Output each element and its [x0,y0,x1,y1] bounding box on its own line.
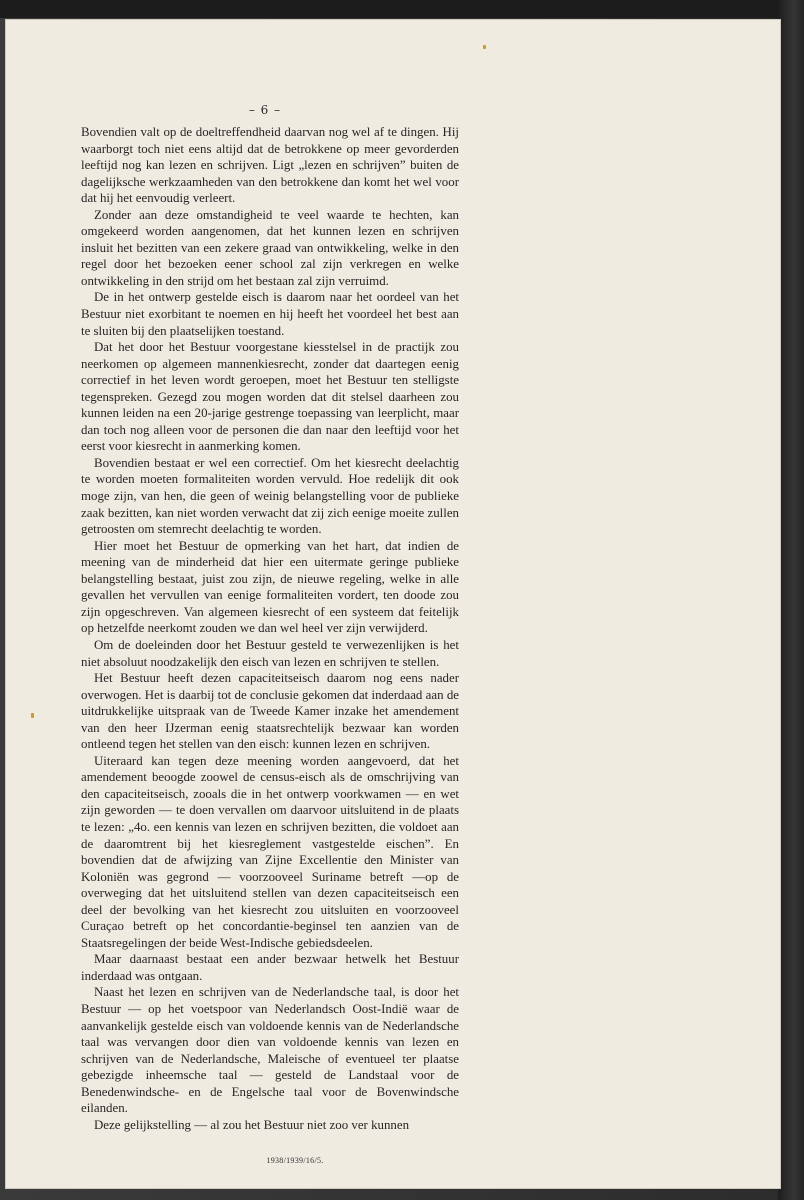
paragraph: De in het ontwerp gestelde eisch is daarom naar het oordeel van het Bestuur niet exorbitant te noemen en hij heeft het voordeel het best aan te sluiten bij den plaatselijken toestand. [81,290,459,338]
paragraph: Bovendien bestaat er wel een correctief. Om het kiesrecht deelachtig te worden moeten formaliteiten worden vervuld. Hoe redelijk dit ook moge zijn, van hen, die geen of weinig belangstelling voor de publieke zaak bezitten, kan niet worden verwacht dat zij zich eenige moeite zullen getroosten om stemrecht deelachtig te worden. [81,455,459,537]
scan-top-edge [0,0,804,18]
paper-speck [31,713,34,718]
page-number: – 6 – [248,103,282,117]
paragraph: Uiteraard kan tegen deze meening worden aangevoerd, dat het amendement beoogde zoowel de census-eisch als de omschrijving van den capaciteitseisch, zooals die in het ontwerp voorkwamen — en wet zijn geworden — te doen vervallen om daarvoor uitsluitend in de plaats te lezen: „4o. een kennis van lezen en schrijven bezitten, die voldoet aan de daaromtrent bij het kiesreglement vastgestelde eischen”. En bovendien dat de afwijzing van Zijne Excellentie den Minister van Koloniën was gegrond — voorzooveel Suriname betreft —op de overweging dat het uitsluitend stellen van dezen capaciteitseisch een deel der bevolking van het kiesrecht zou uitsluiten en voorzooveel Curaçao betreft op het concordantie-beginsel ten aanzien van de Staatsregelingen der beide West-Indische gebiedsdeelen. [81,753,459,950]
scan-right-edge [778,0,804,1200]
print-code: 1938/1939/16/5. [266,1156,324,1165]
paragraph: Dat het door het Bestuur voorgestane kiesstelsel in de practijk zou neerkomen op algemeen mannenkiesrecht, zonder dat daartegen eenig correctief in het leven wordt geroepen, moet het Bestuur ten stelligste tegenspreken. Gezegd zou mogen worden dat dit stelsel daarheen zou kunnen leiden na een 20-jarige gestrenge toepassing van leerplicht, maar dan toch nog alleen voor de personen die dan naar den leeftijd voor het eerst voor kiesrecht in aanmerking komen. [81,340,459,454]
paragraph: Hier moet het Bestuur de opmerking van het hart, dat indien de meening van de minderheid dat hier een uitermate geringe publieke belangstelling bestaat, juist zou zijn, de nieuwe regeling, welke in alle gevallen het vervullen van eenige formaliteiten vordert, ten doode zou zijn opgeschreven. Van algemeen kiesrecht of een systeem dat feitelijk op hetzelfde neerkomt zouden we dan wel heel ver zijn verwijderd. [81,538,459,636]
body-text [81,124,459,1133]
document-page [5,19,781,1189]
paragraph: Naast het lezen en schrijven van de Nederlandsche taal, is door het Bestuur — op het voetspoor van Nederlandsch Oost-Indië waar de aanvankelijk gestelde eisch van voldoende kennis van de Nederlandsche taal was vervangen door dien van voldoende kennis van lezen en schrijven van de Nederlandsche, Maleische of eventueel ter plaatse gebezigde inheemsche taal — gesteld de Landstaal voor de Benedenwindsche- en de Engelsche taal voor de Bovenwindsche eilanden. [81,985,459,1116]
paper-speck [483,45,486,49]
paragraph: Maar daarnaast bestaat een ander bezwaar hetwelk het Bestuur inderdaad was ontgaan. [81,952,459,983]
paragraph: Het Bestuur heeft dezen capaciteitseisch daarom nog eens nader overwogen. Het is daarbij tot de conclusie gekomen dat inderdaad aan de uitdrukkelijke uitspraak van de Tweede Kamer inzake het amendement van den heer IJzerman eenig staatsrechtelijk bezwaar kan worden ontleend tegen het stellen van den eisch: kunnen lezen en schrijven. [81,671,459,752]
paragraph: Deze gelijkstelling — al zou het Bestuur niet zoo ver kunnen [94,1117,410,1132]
paragraph: Zonder aan deze omstandigheid te veel waarde te hechten, kan omgekeerd worden aangenomen, dat het kunnen lezen en schrijven insluit het bezitten van een zekere graad van ontwikkeling, welke in den regel door het bezoeken eener school zal zijn verkregen en welke ontwikkeling in den strijd om het bestaan zal zijn verruimd. [81,207,459,288]
paragraph: Om de doeleinden door het Bestuur gesteld te verwezenlijken is het niet absoluut noodzakelijk den eisch van lezen en schrijven te stellen. [81,637,459,669]
paragraph: Bovendien valt op de doeltreffendheid daarvan nog wel af te dingen. Hij waarborgt toch niet eens altijd dat de betrokkene op meer gevorderden leeftijd nog kan lezen en schrijven. Ligt „lezen en schrijven” buiten de dagelijksche werkzaamheden van den betrokkene dan komt het wel voor dat hij het eenvoudig verleert. [81,125,459,206]
